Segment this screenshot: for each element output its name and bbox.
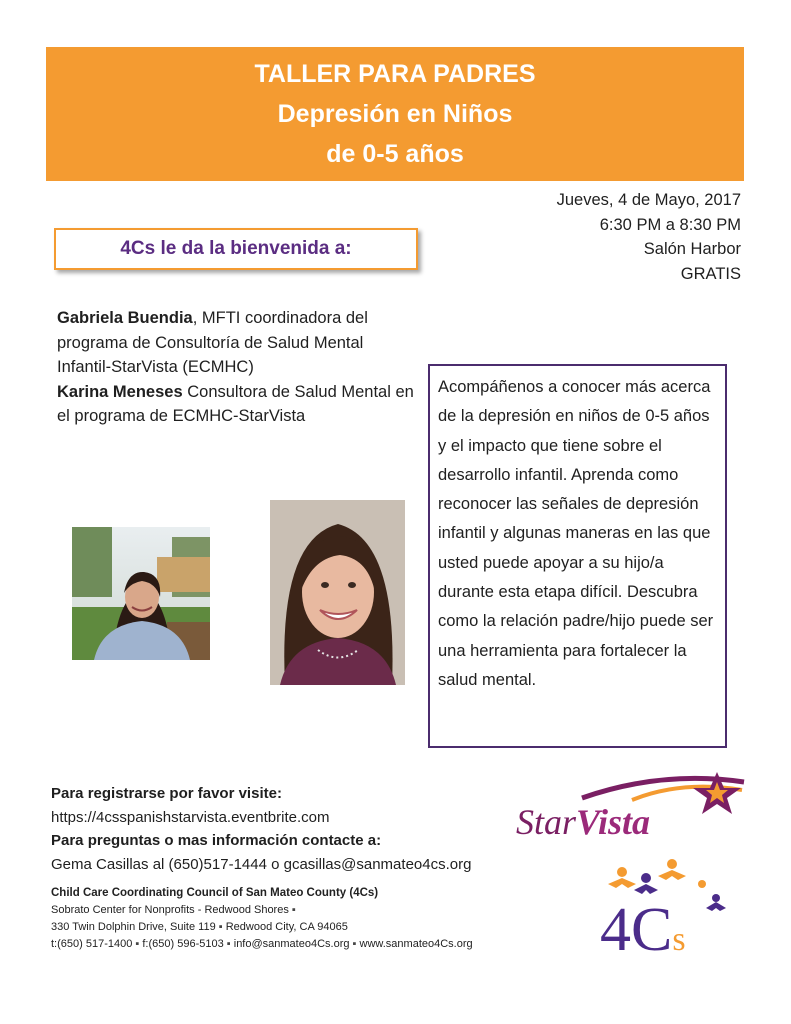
footer-org-name: Child Care Coordinating Council of San Mateo County (4Cs) [51,887,379,899]
separator: ▪ [352,938,357,950]
header-subtitle-line2: de 0-5 años [326,140,464,168]
separator: ▪ [218,921,223,933]
footer-email[interactable]: info@sanmateo4Cs.org [233,938,350,950]
event-time: 6:30 PM a 8:30 PM [599,215,741,234]
contact-info: Gema Casillas al (650)517-1444 o gcasillas@sanmateo4cs.org [51,855,472,873]
event-info [421,188,741,286]
presenter-desc: , MFTI coordinadora del programa de Consultoría de Salud Mental Infantil-StarVista (ECMHC) [57,309,368,377]
fourcs-text: 4Cs [600,896,686,954]
registration-info [51,782,521,876]
header-banner [46,47,744,181]
welcome-text: 4Cs le da la bienvenida a: [120,238,352,259]
description-box [428,364,727,748]
event-date: Jueves, 4 de Mayo, 2017 [556,191,741,209]
starvista-text: StarVista [516,802,651,842]
fourcs-logo [594,854,744,954]
contact-label: Para preguntas o mas información contacte a: [51,832,382,849]
footer-phone: t:(650) 517-1400 [51,938,133,950]
footer-line-3 [51,936,531,953]
event-location: Salón Harbor [643,240,741,258]
description-text: Acompáñenos a conocer más acerca de la depresión en niños de 0-5 años y el impacto que tiene sobre el desarrollo infantil. Aprenda como reconocer las señales de depresión infantil y algunas maneras en las que usted puede apoyar a su hijo/a durante esta etapa difícil. Descubra como la relación padre/hijo puede ser una herramienta para fortalecer la salud mental. [438,378,714,689]
welcome-box [54,228,418,270]
footer-fax: f:(650) 596-5103 [142,938,224,950]
header-subtitle-line1: Depresión en Niños [277,100,513,128]
footer-website[interactable]: www.sanmateo4Cs.org [359,938,473,950]
header-title: TALLER PARA PADRES [254,60,536,88]
register-link[interactable]: https://4csspanishstarvista.eventbrite.com [51,808,330,826]
presenter-photo-1 [72,527,210,660]
footer-address-2: 330 Twin Dolphin Drive, Suite 119 [51,921,216,933]
starvista-logo [512,768,750,846]
separator: ▪ [291,904,296,916]
footer [51,885,531,953]
presenter-name: Gabriela Buendia [57,309,193,327]
footer-line-1 [51,902,531,919]
event-price: GRATIS [680,264,741,283]
separator: ▪ [226,938,231,950]
footer-address-3: Redwood City, CA 94065 [225,921,348,933]
presenter-1 [57,306,417,380]
footer-address-1: Sobrato Center for Nonprofits - Redwood Shores [51,904,289,916]
presenters [57,306,417,429]
separator: ▪ [135,938,140,950]
presenter-desc: Consultora de Salud Mental en el programa de ECMHC-StarVista [57,382,414,426]
register-label: Para registrarse por favor visite: [51,785,282,802]
footer-line-2 [51,919,531,936]
presenter-name: Karina Meneses [57,382,183,401]
presenter-2 [57,380,417,429]
presenter-photo-2 [270,500,405,685]
